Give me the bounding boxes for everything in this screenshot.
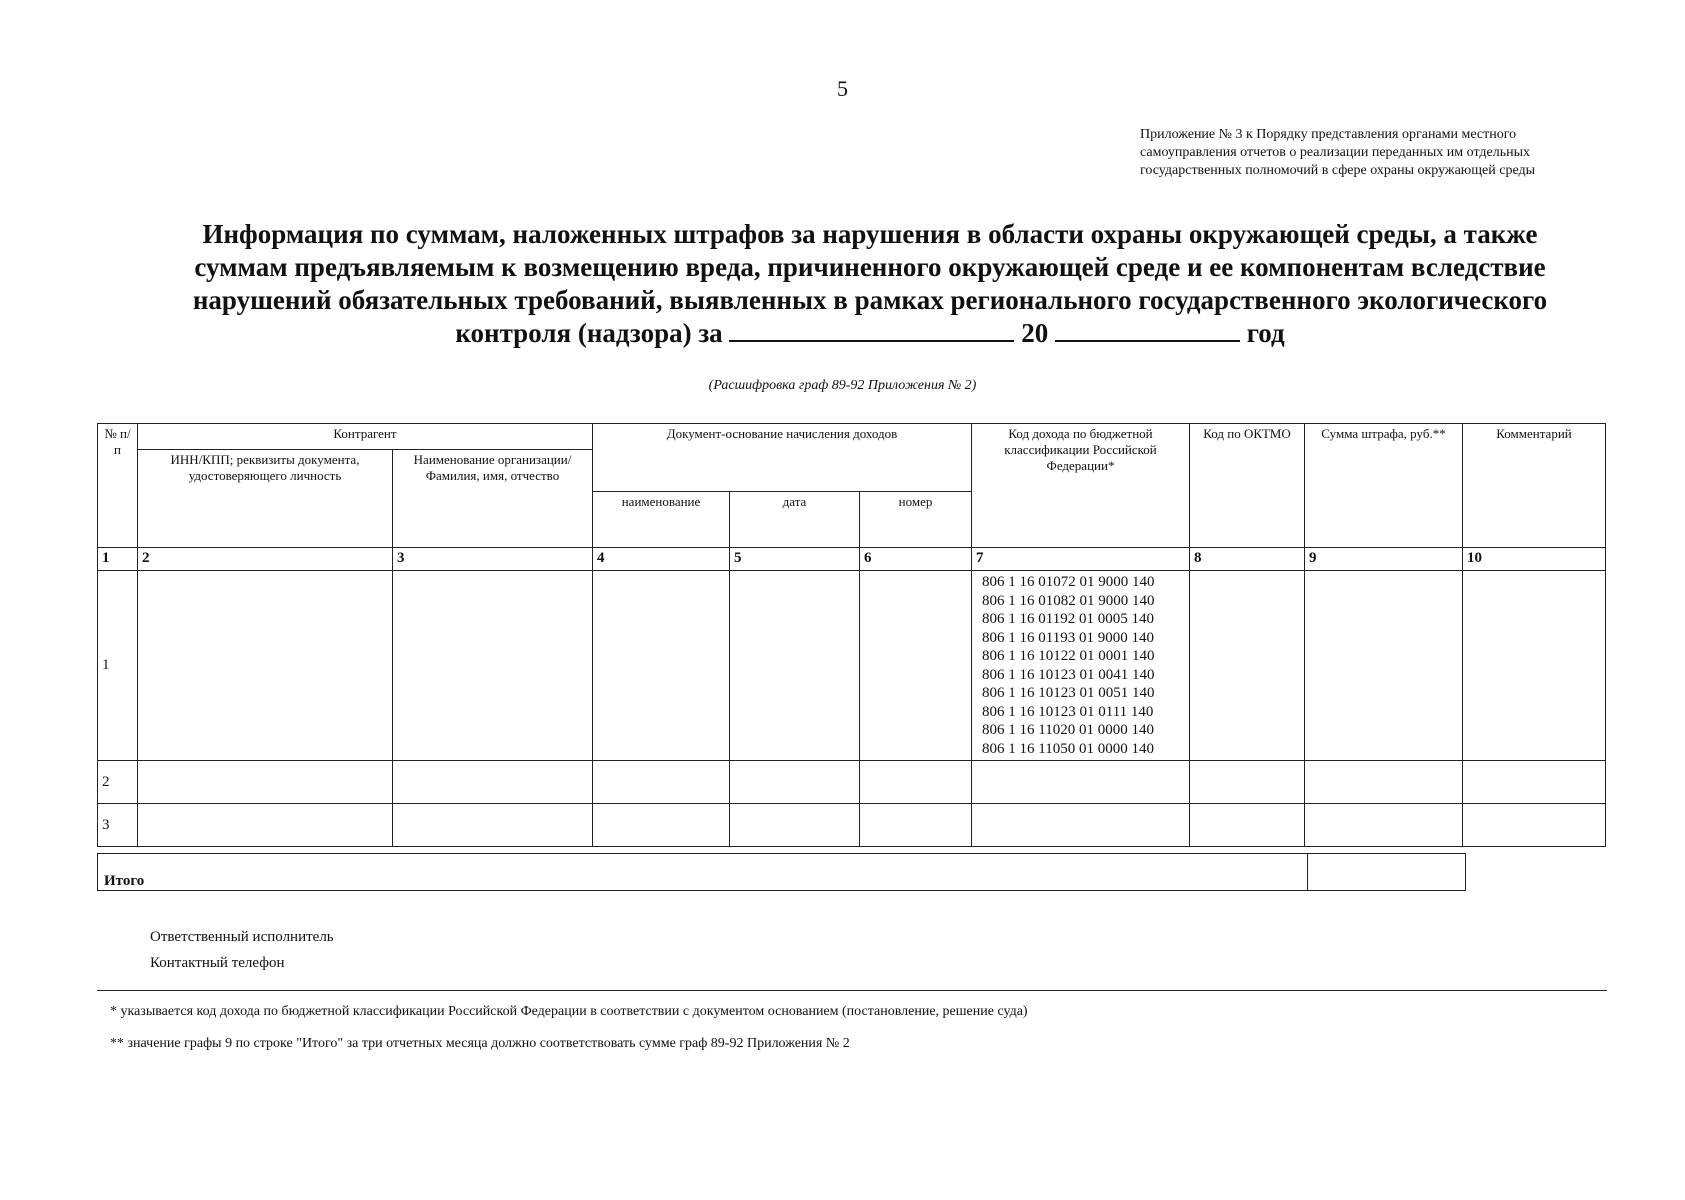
cell-fine-sum[interactable] <box>1305 571 1463 761</box>
cell-income-codes[interactable] <box>972 571 1190 761</box>
cell-oktmo[interactable] <box>1190 571 1305 761</box>
footnote-total: ** значение графы 9 по строке "Итого" за три отчетных месяца должно соответствовать сумме граф 89-92 Приложения № 2 <box>110 1036 850 1051</box>
column-number: 9 <box>1305 548 1463 571</box>
income-code: 806 1 16 01192 01 0005 140 <box>982 611 1154 627</box>
signature-block <box>150 924 334 976</box>
header-oktmo: Код по ОКТМО <box>1190 424 1305 548</box>
header-org-name: Наименование организации/Фамилия, имя, отчество <box>393 450 593 548</box>
cell-income-codes[interactable] <box>972 804 1190 847</box>
year-blank-field[interactable] <box>1055 318 1240 342</box>
cell-doc-number[interactable] <box>860 804 972 847</box>
cell-doc-date[interactable] <box>730 761 860 804</box>
cell-fine-sum[interactable] <box>1305 804 1463 847</box>
period-blank-field[interactable] <box>729 318 1014 342</box>
cell-doc-name[interactable] <box>593 761 730 804</box>
header-counterparty: Контрагент <box>138 424 593 450</box>
total-fine-sum-cell[interactable] <box>1308 854 1466 891</box>
header-no: № п/п <box>98 424 138 548</box>
cell-doc-name[interactable] <box>593 571 730 761</box>
cell-doc-number[interactable] <box>860 571 972 761</box>
header-comment: Комментарий <box>1463 424 1606 548</box>
income-code: 806 1 16 01072 01 9000 140 <box>982 574 1155 590</box>
header-doc-name: наименование <box>593 492 730 548</box>
responsible-executor-label: Ответственный исполнитель <box>150 929 334 945</box>
income-code: 806 1 16 10123 01 0041 140 <box>982 666 1155 683</box>
column-number: 4 <box>593 548 730 571</box>
column-number: 3 <box>393 548 593 571</box>
cell-comment[interactable] <box>1463 571 1606 761</box>
cell-inn[interactable] <box>138 571 393 761</box>
title-line-1: Информация по суммам, наложенных штрафов за нарушения в области охраны окружающей среды, а также <box>202 219 1538 249</box>
document-title <box>140 218 1600 350</box>
income-code: 806 1 16 10122 01 0001 140 <box>982 648 1155 664</box>
header-income-code: Код дохода по бюджетной классификации Российской Федерации* <box>972 424 1190 548</box>
header-inn: ИНН/КПП; реквизиты документа, удостоверяющего личность <box>138 450 393 548</box>
title-line-3: нарушений обязательных требований, выявленных в рамках регионального государственного экологического <box>192 285 1548 315</box>
cell-fine-sum[interactable] <box>1305 761 1463 804</box>
header-doc-date: дата <box>730 492 860 548</box>
cell-income-codes[interactable] <box>972 761 1190 804</box>
cell-comment[interactable] <box>1463 761 1606 804</box>
cell-inn[interactable] <box>138 761 393 804</box>
table-row <box>98 571 1606 761</box>
cell-doc-number[interactable] <box>860 761 972 804</box>
header-fine-sum: Сумма штрафа, руб.** <box>1305 424 1463 548</box>
fines-table <box>97 423 1606 847</box>
cell-doc-date[interactable] <box>730 571 860 761</box>
page-number: 5 <box>837 76 848 101</box>
cell-org-name[interactable] <box>393 761 593 804</box>
title-line-4-prefix: контроля (надзора) за <box>455 318 723 348</box>
income-code: 806 1 16 10123 01 0051 140 <box>982 685 1155 701</box>
cell-oktmo[interactable] <box>1190 761 1305 804</box>
appendix-note: Приложение № 3 к Порядку представления органами местного самоуправления отчетов о реализации переданных им отдельных государственных полномочий в сфере охраны окружающей среды <box>1140 127 1536 178</box>
header-doc-number: номер <box>860 492 972 548</box>
cell-inn[interactable] <box>138 804 393 847</box>
header-document-basis: Документ-основание начисления доходов <box>593 424 972 492</box>
row-number: 3 <box>98 804 138 847</box>
column-number: 6 <box>860 548 972 571</box>
totals-row <box>98 854 1466 891</box>
cell-oktmo[interactable] <box>1190 804 1305 847</box>
title-line-4 <box>140 317 1600 350</box>
totals-table <box>97 853 1466 891</box>
column-number: 8 <box>1190 548 1305 571</box>
subtitle: (Расшифровка граф 89-92 Приложения № 2) <box>708 378 977 393</box>
title-line-4-year-prefix: 20 <box>1021 318 1049 348</box>
contact-phone-label: Контактный телефон <box>150 955 285 971</box>
column-number: 5 <box>730 548 860 571</box>
income-code: 806 1 16 01193 01 9000 140 <box>982 629 1154 646</box>
column-number: 10 <box>1463 548 1606 571</box>
column-number: 2 <box>138 548 393 571</box>
cell-org-name[interactable] <box>393 804 593 847</box>
column-number: 7 <box>972 548 1190 571</box>
income-code: 806 1 16 11020 01 0000 140 <box>982 722 1154 738</box>
column-number: 1 <box>98 548 138 571</box>
footnote-divider <box>97 990 1607 991</box>
cell-comment[interactable] <box>1463 804 1606 847</box>
income-code: 806 1 16 11050 01 0000 140 <box>982 740 1154 757</box>
title-line-2: суммам предъявляемым к возмещению вреда, причиненного окружающей среде и ее компонентам вследствие <box>194 252 1546 282</box>
cell-org-name[interactable] <box>393 571 593 761</box>
income-code: 806 1 16 10123 01 0111 140 <box>982 703 1154 720</box>
income-code: 806 1 16 01082 01 9000 140 <box>982 592 1155 609</box>
total-label: Итого <box>98 854 1308 891</box>
table-row <box>98 761 1606 804</box>
row-number: 2 <box>98 761 138 804</box>
cell-doc-date[interactable] <box>730 804 860 847</box>
cell-doc-name[interactable] <box>593 804 730 847</box>
footnote-income-code: * указывается код дохода по бюджетной классификации Российской Федерации в соответствии с документом основанием (постановление, решение суда) <box>110 1004 1028 1019</box>
row-number: 1 <box>98 571 138 761</box>
title-line-4-suffix: год <box>1246 318 1285 348</box>
table-row <box>98 804 1606 847</box>
